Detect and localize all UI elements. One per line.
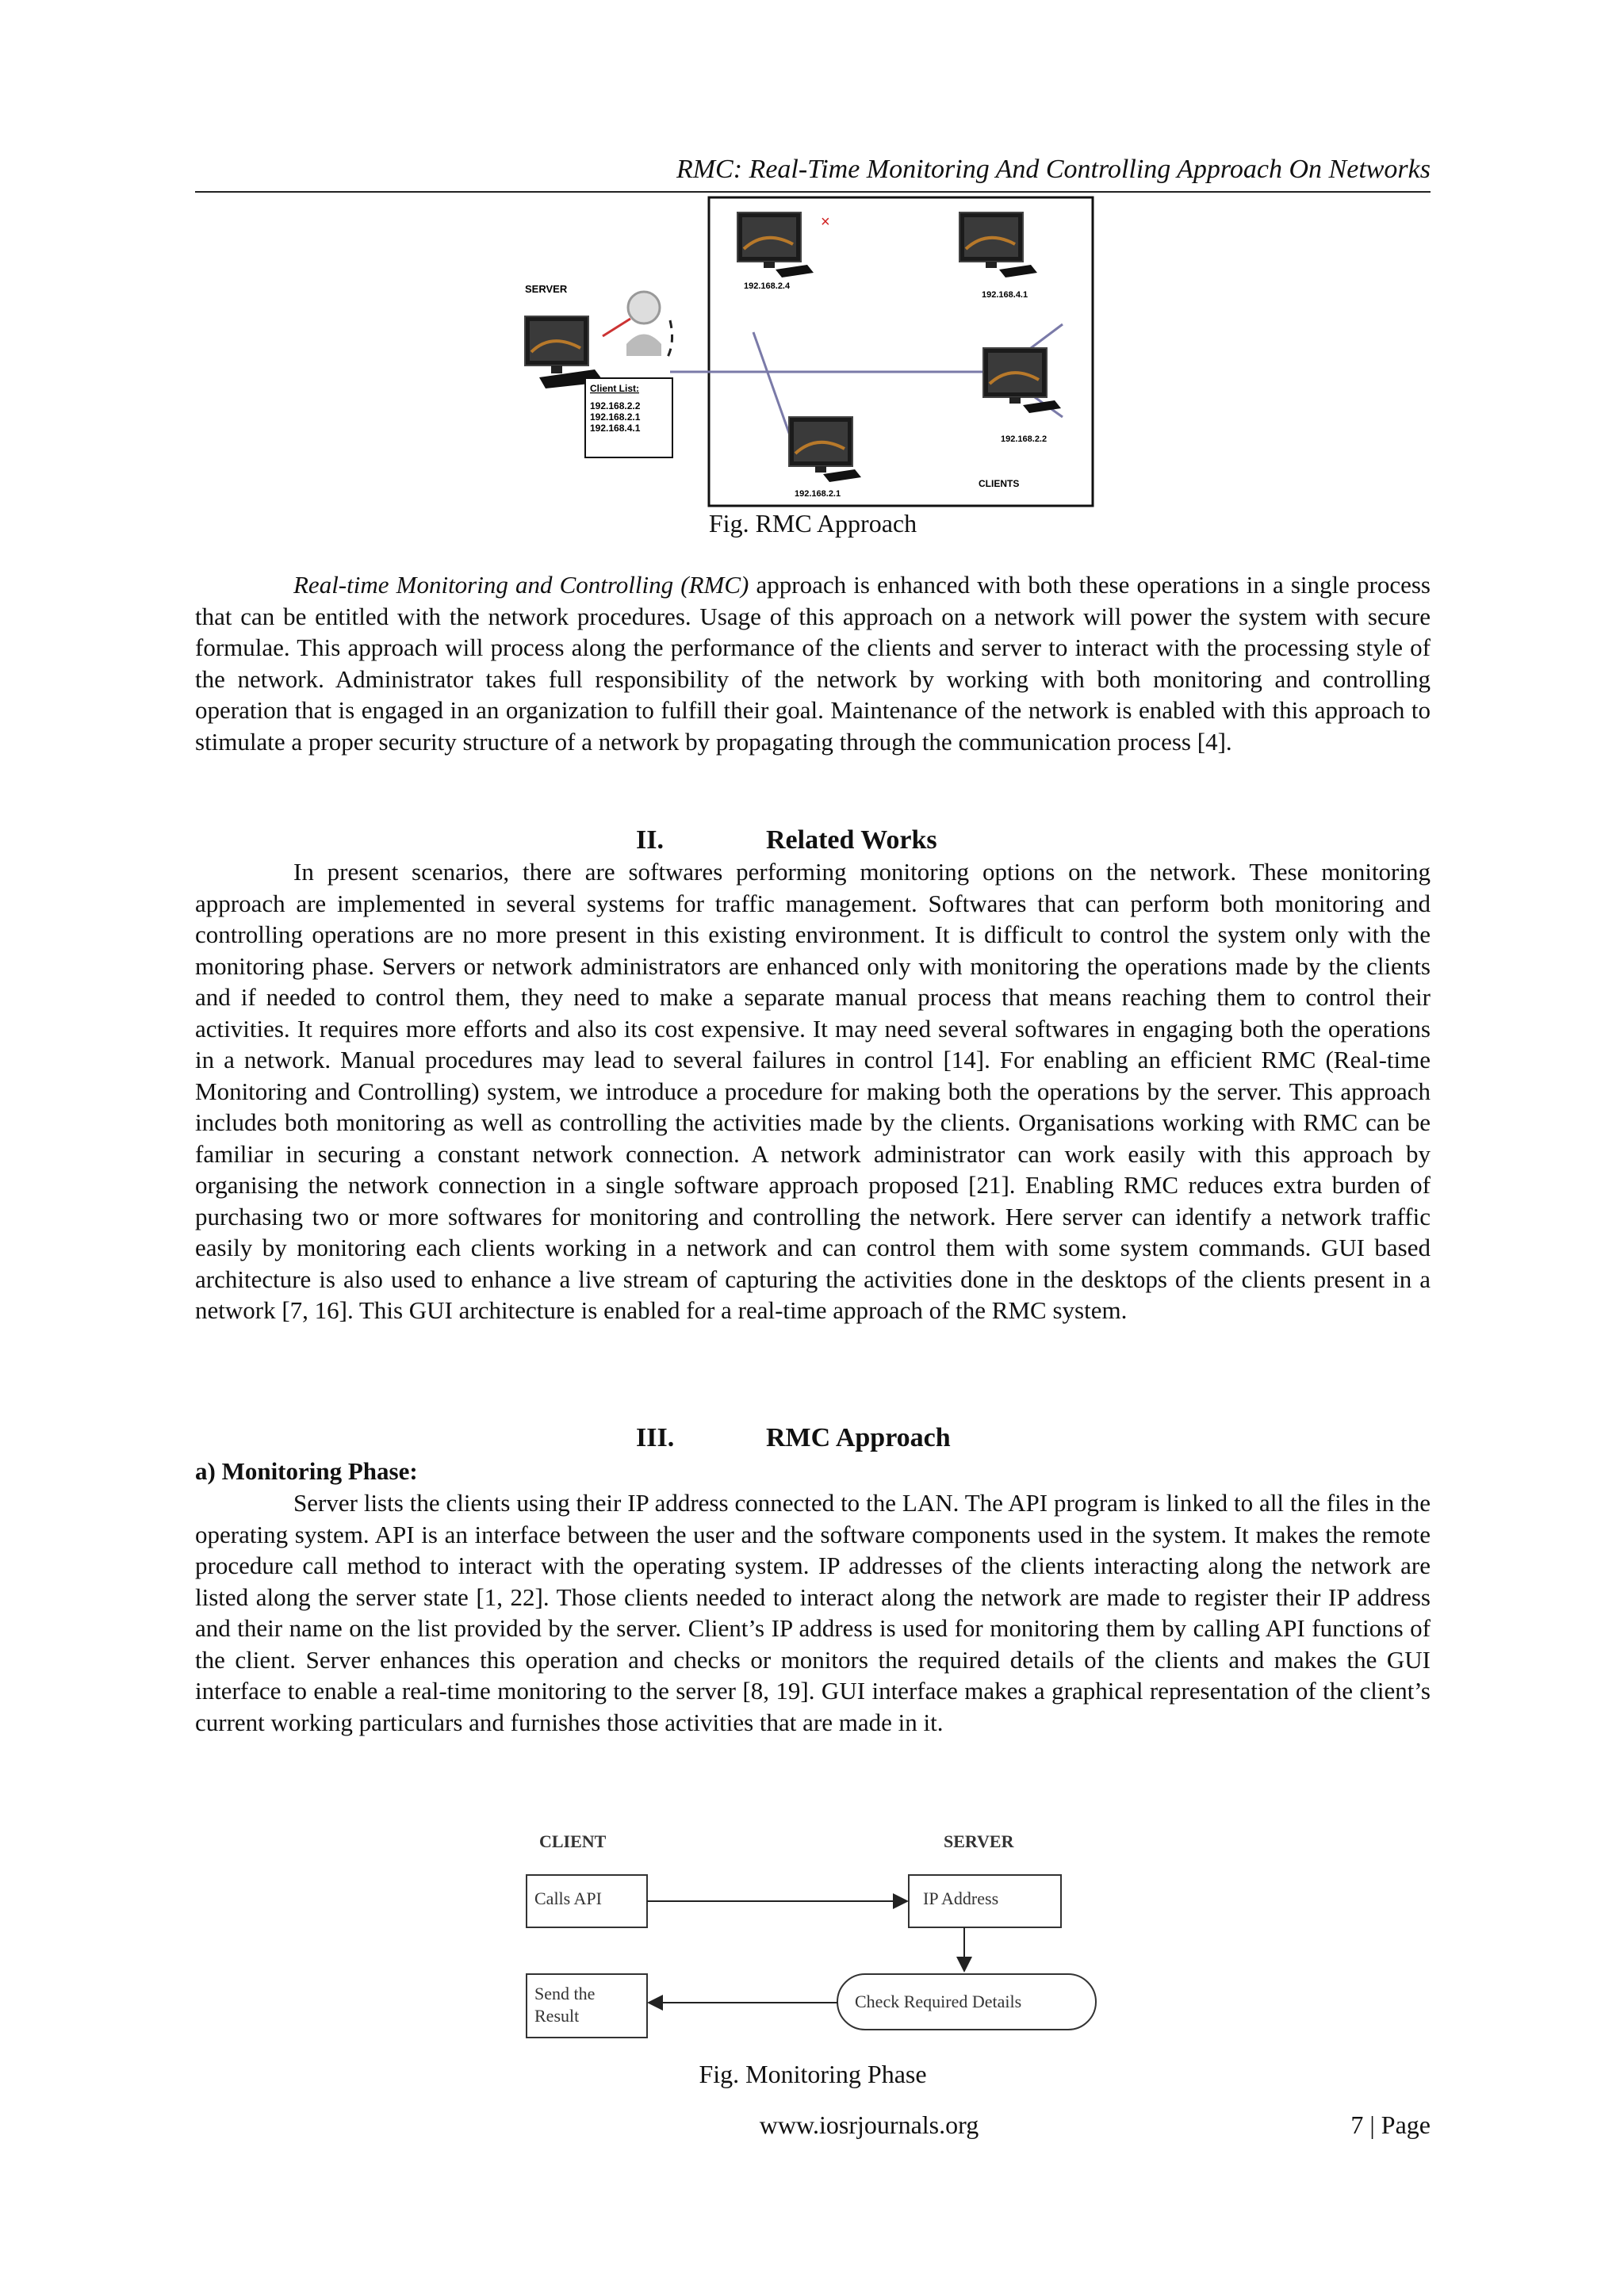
rmc-network-diagram	[508, 193, 1110, 511]
flow-text: Calls API	[534, 1888, 602, 1908]
page-number: 7 | Page	[1350, 2110, 1431, 2139]
footer-url-text[interactable]: www.iosrjournals.org	[759, 2110, 979, 2139]
footer-url[interactable]	[195, 2109, 1543, 2141]
flow-text: Check Required Details	[855, 1992, 1022, 2011]
monitoring-phase-body: Server lists the clients using their IP address connected to the LAN. The API program is linked to all the files in the operating system. API is an interface between the user and the software components used in the system. It makes the remote procedure call method to interact with the operating system. IP addresses of the clients interacting along the network are listed along the server state [1, 22]. Those clients needed to interact along the network are made to register their IP address and their name on the list provided by the server. Client’s IP address is used for monitoring them by calling API functions of the client. Server enhances this operation and checks or monitors the required details of the clients and makes the GUI interface to enable a real-time monitoring to the server [8, 19]. GUI interface makes a graphical representation of the client’s current working particulars and furnishes those activities that are made in it.	[195, 1489, 1431, 1736]
flow-text: Send the	[534, 1984, 596, 2003]
running-header: RMC: Real-Time Monitoring And Controlling Approach On Networks	[676, 155, 1431, 184]
clients-label: CLIENTS	[979, 478, 1020, 489]
client-list-title: Client List:	[590, 383, 639, 394]
client-list-item: 192.168.2.2	[590, 400, 641, 411]
section-number: III.	[636, 1423, 675, 1452]
server-label: SERVER	[525, 283, 568, 295]
intro-paragraph	[195, 569, 1431, 757]
figure-monitoring-phase	[515, 1823, 1118, 2045]
client-computer	[983, 348, 1061, 413]
figure-caption: Fig. RMC Approach	[708, 509, 917, 538]
node-label: 192.168.2.1	[795, 489, 841, 499]
flow-server-header: SERVER	[944, 1831, 1014, 1851]
section-number: II.	[636, 825, 664, 855]
flow-text: IP Address	[923, 1888, 999, 1908]
node-label: 192.168.2.2	[1001, 434, 1048, 444]
related-works-paragraph	[195, 856, 1431, 1326]
client-list-item: 192.168.4.1	[590, 423, 641, 434]
client-computer	[789, 417, 861, 482]
monitoring-flowchart	[515, 1823, 1118, 2045]
subsection-heading: a) Monitoring Phase:	[195, 1457, 418, 1485]
magnifier-icon	[603, 292, 661, 356]
client-list-item: 192.168.2.1	[590, 411, 641, 423]
intro-lead-italic: Real-time Monitoring and Controlling (RMC)	[293, 571, 749, 599]
section-title: Related Works	[766, 825, 937, 855]
flow-client-header: CLIENT	[539, 1831, 607, 1851]
intro-body: approach is enhanced with both these operations in a single process that can be entitled with the network procedures. Usage of this approach on a network will power the system with secure formulae. This approach will process along the performance of the clients and server to interact with the processing style of the network. Administrator takes full responsibility of the network by working with both monitoring and controlling operation that is engaged in an organization to fulfill their goal. Maintenance of the network is enabled with this approach to stimulate a proper security structure of a network by propagating through the communication process [4].	[195, 571, 1431, 756]
dashed-link	[666, 320, 672, 360]
node-label: 192.168.2.4	[744, 281, 791, 291]
header-rule	[195, 191, 1431, 193]
disconnected-x-icon: ×	[821, 213, 830, 231]
figure-rmc-approach	[508, 193, 1110, 511]
client-computer	[959, 212, 1037, 277]
monitoring-phase-paragraph	[195, 1487, 1431, 1738]
flow-text: Result	[534, 2006, 580, 2026]
node-label: 192.168.4.1	[982, 290, 1028, 300]
figure-caption: Fig. Monitoring Phase	[699, 2060, 927, 2088]
section-title: RMC Approach	[766, 1423, 951, 1452]
related-works-body: In present scenarios, there are softwares performing monitoring options on the network. These monitoring approach are implemented in several systems for traffic management. Softwares that can perform both monitoring and controlling operations are no more present in this existing environment. It is difficult to control the system only with the monitoring phase. Servers or network administrators are enhanced only with monitoring the operations made by the clients and if needed to control them, they need to make a separate manual process that means reaching them to control their activities. It requires more efforts and also its cost expensive. It may need several softwares in engaging both the operations in a network. Manual procedures may lead to several failures in control [14]. For enabling an efficient RMC (Real-time Monitoring and Controlling) system, we introduce a procedure for making both the operations by the server. This approach includes both monitoring as well as controlling the activities made by the clients. Organisations working with RMC can be familiar in securing a constant network connection. A network administrator can work easily with this approach by organising the network connection in a single software approach proposed [21]. Enabling RMC reduces extra burden of purchasing two or more softwares for monitoring and controlling the network. Here server can identify a network traffic easily by monitoring each clients working in a network and can control them with some system commands. GUI based architecture is also used to enhance a live stream of capturing the activities done in the desktops of the clients present in a network [7, 16]. This GUI architecture is enabled for a real-time approach of the RMC system.	[195, 858, 1431, 1324]
client-computer	[737, 212, 814, 277]
